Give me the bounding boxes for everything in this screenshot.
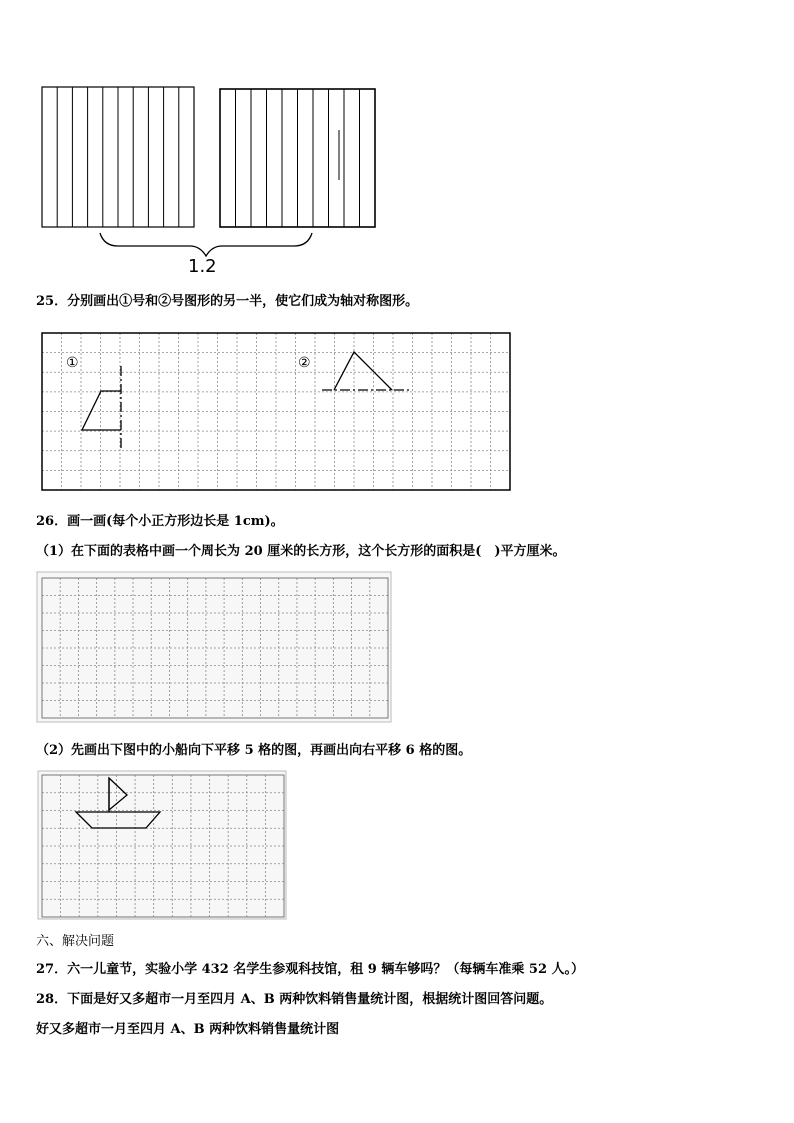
- section-heading: 六、解决问题: [36, 934, 115, 949]
- q25-text: 25．分别画出①号和②号图形的另一半，使它们成为轴对称图形。: [36, 294, 419, 309]
- q25-figure2-mark: ②: [298, 355, 311, 371]
- decimal-label: 1.2: [188, 256, 217, 277]
- q28-text: 28．下面是好又多超市一月至四月 A、B 两种饮料销售量统计图，根据统计图回答问题。: [36, 992, 553, 1007]
- q26-part1: （1）在下面的表格中画一个周长为 20 厘米的长方形，这个长方形的面积是( )平方厘米。: [36, 544, 566, 559]
- q26-text: 26．画一画(每个小正方形边长是 1cm)。: [36, 514, 284, 529]
- q26-part2: （2）先画出下图中的小船向下平移 5 格的图，再画出向右平移 6 格的图。: [36, 743, 472, 758]
- q27-text: 27．六一儿童节，实验小学 432 名学生参观科技馆，租 9 辆车够吗？（每辆车准乘 52 人。）: [36, 962, 585, 977]
- q25-figure1-mark: ①: [66, 355, 79, 371]
- q28-chart-title: 好又多超市一月至四月 A、B 两种饮料销售量统计图: [36, 1022, 340, 1037]
